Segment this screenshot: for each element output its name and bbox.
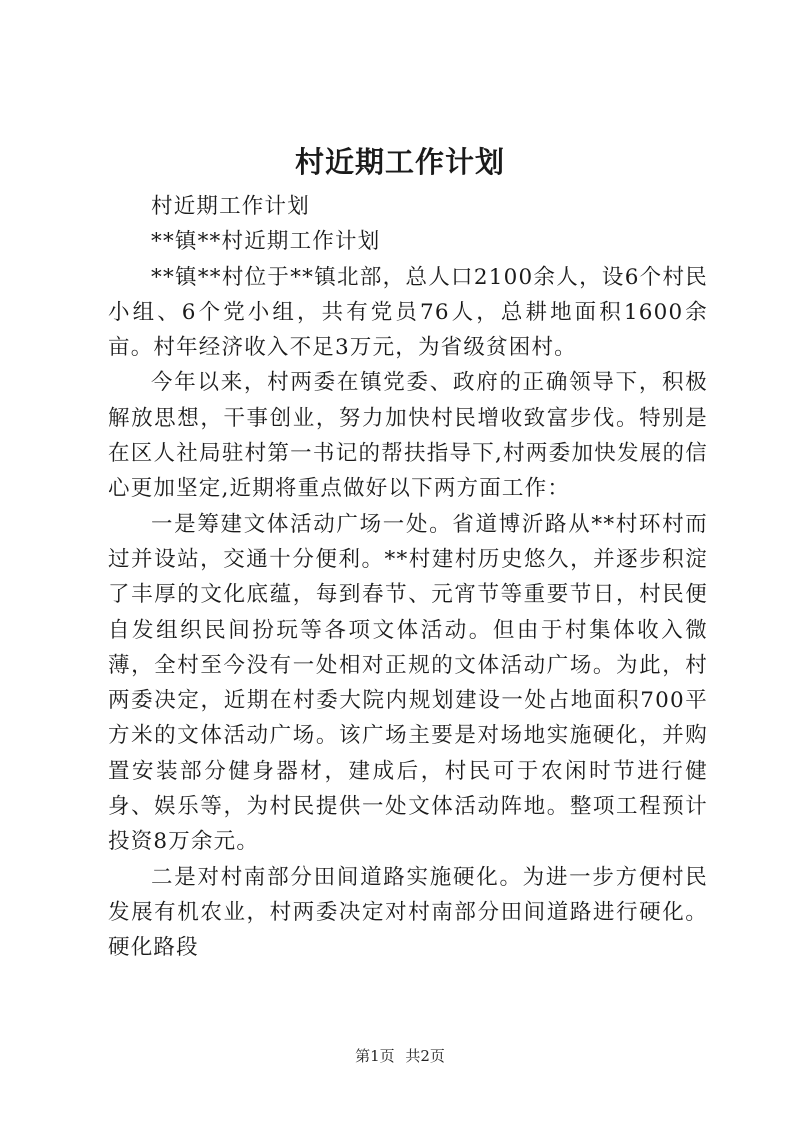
paragraph-overview: **镇**村位于**镇北部，总人口2100余人，设6个村民小组、6个党小组，共有党员76人，总耕地面积1600余亩。村年经济收入不足3万元，为省级贫困村。 <box>108 264 708 361</box>
page-total: 共2页 <box>405 1047 445 1065</box>
document-body <box>108 189 708 966</box>
page-footer <box>0 1046 800 1066</box>
paragraph-heading: 村近期工作计划 <box>151 194 310 219</box>
document-title: 村近期工作计划 <box>294 145 505 179</box>
paragraph-subheading: **镇**村近期工作计划 <box>151 229 381 255</box>
paragraph-progress: 今年以来，村两委在镇党委、政府的正确领导下，积极解放思想，干事创业，努力加快村民增收致富步伐。特别是在区人社局驻村第一书记的帮扶指导下,村两委加快发展的信心更加坚定,近期将重点做好以下两方面工作： <box>108 370 708 502</box>
page-number: 第1页 <box>355 1047 395 1065</box>
paragraph-task-one: 一是筹建文体活动广场一处。省道博沂路从**村环村而过并设站，交通十分便利。**村建村历史悠久，并逐步积淀了丰厚的文化底蕴，每到春节、元宵节等重要节日，村民便自发组织民间扮玩等各项文体活动。但由于村集体收入微薄，全村至今没有一处相对正规的文体活动广场。为此，村两委决定，近期在村委大院内规划建设一处占地面积700平方米的文体活动广场。该广场主要是对场地实施硬化，并购置安装部分健身器材，建成后，村民可于农闲时节进行健身、娱乐等，为村民提供一处文体活动阵地。整项工程预计投资8万余元。 <box>108 511 708 855</box>
paragraph-task-two: 二是对村南部分田间道路实施硬化。为进一步方便村民发展有机农业，村两委决定对村南部分田间道路进行硬化。硬化路段 <box>108 864 708 961</box>
